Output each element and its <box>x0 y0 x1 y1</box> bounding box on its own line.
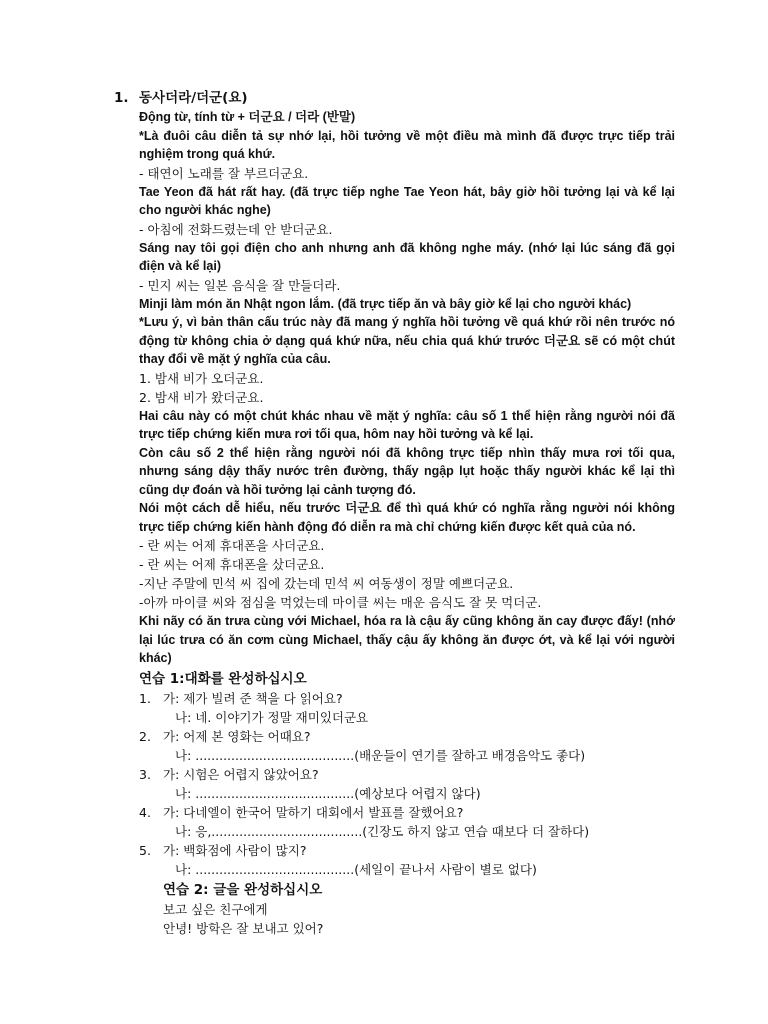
example-translation: Tae Yeon đã hát rất hay. (đã trực tiếp nghe Tae Yeon hát, bây giờ hồi tưởng lại và kể lại cho người khác nghe) <box>139 184 675 217</box>
example-korean: - 태연이 노래를 잘 부르더군요. <box>139 165 309 181</box>
exercise-answer: 나: ........................................(세일이 끝나서 사람이 별로 없다) <box>175 861 537 877</box>
exercise-item <box>139 689 675 727</box>
exercise-item <box>139 841 675 879</box>
example-korean: - 아침에 전화드렸는데 안 받더군요. <box>139 221 333 237</box>
exercise-answer: 나: 네. 이야기가 정말 재미있더군요 <box>175 709 369 725</box>
explanation-paragraph: Hai câu này có một chút khác nhau về mặt ý nghĩa: câu số 1 thể hiện rằng người nói đã trực tiếp chứng kiến mưa rơi tối qua, hôm nay hồi tưởng và kể lại. <box>139 408 675 441</box>
exercise-question: 가: 시험은 어렵지 않았어요? <box>163 766 319 782</box>
exercise-item-number: 5. <box>139 842 151 858</box>
letter-greeting: 보고 싶은 친구에게 <box>163 901 268 917</box>
exercise-item-number: 2. <box>139 728 151 744</box>
example-korean: -지난 주말에 민석 씨 집에 갔는데 민석 씨 여동생이 정말 예쁘더군요. <box>139 576 514 591</box>
exercise-item-number: 3. <box>139 766 151 782</box>
exercise-answer: 나: ........................................(배운들이 연기를 잘하고 배경음악도 좋다) <box>175 747 586 763</box>
exercise-1-list <box>139 689 675 879</box>
letter-line: 안녕! 방학은 잘 보내고 있어? <box>163 920 324 936</box>
usage-note: *Là đuôi câu diễn tả sự nhớ lại, hồi tưởng về một điều mà mình đã được trực tiếp trải nghiệm trong quá khứ. <box>139 128 675 161</box>
explanation-paragraph: Còn câu số 2 thể hiện rằng người nói đã không trực tiếp nhìn thấy mưa rơi tối qua, nhưng sáng dậy thấy nước trên đường, thấy ngập lụt hoặc thấy người khác kể lại thì cũng dự đoán và hồi tưởng lại cảnh tượng đó. <box>139 445 675 497</box>
exercise-item-number: 1. <box>139 690 151 706</box>
example-korean: - 민지 씨는 일본 음식을 잘 만들더라. <box>139 277 341 293</box>
exercise-answer: 나: ........................................(예상보다 어렵지 않다) <box>175 785 481 801</box>
example-korean: 1. 밤새 비가 오더군요. <box>139 370 264 386</box>
exercise-question: 가: 백화점에 사람이 많지? <box>163 842 307 858</box>
explanation-paragraph: Nói một cách dễ hiểu, nếu trước 더군요 để thì quá khứ có nghĩa rằng người nói không trực tiếp chứng kiến hành động đó diễn ra mà chỉ chứng kiến được kết quả của nó. <box>139 501 675 534</box>
exercise-item <box>139 727 675 765</box>
grammar-pattern: Động từ, tính từ + 더군요 / 더라 (반말) <box>139 110 356 124</box>
section-title: 동사더라/더군(요) <box>139 90 248 106</box>
exercise-item <box>139 765 675 803</box>
example-korean: - 란 씨는 어제 휴대폰을 사더군요. <box>139 538 325 553</box>
exercise-item-number: 4. <box>139 804 151 820</box>
exercise-item <box>139 803 675 841</box>
example-translation: Minji làm món ăn Nhật ngon lắm. (đã trực tiếp ăn và bây giờ kể lại cho người khác) <box>139 296 632 311</box>
example-korean: 2. 밤새 비가 왔더군요. <box>139 389 264 405</box>
document-content <box>114 88 675 938</box>
section-number: 1. <box>114 90 129 106</box>
section-heading <box>114 88 675 108</box>
example-korean: -아까 마이클 씨와 점심을 먹었는데 마이클 씨는 매운 음식도 잘 못 먹더군. <box>139 595 542 610</box>
example-translation: Sáng nay tôi gọi điện cho anh nhưng anh đã không nghe máy. (nhớ lại lúc sáng đã gọi điện và kể lại) <box>139 240 675 273</box>
usage-note: *Lưu ý, vì bản thân cấu trúc này đã mang ý nghĩa hồi tưởng về quá khứ rồi nên trước nó động từ không chia ở dạng quá khứ nữa, nếu chia quá khứ trước 더군요 sẽ có một chút thay đổi về mặt ý nghĩa của câu. <box>139 315 675 366</box>
exercise-2-title: 연습 2: 글을 완성하십시오 <box>163 881 323 898</box>
exercise-1-title: 연습 1:대화를 완성하십시오 <box>139 670 307 687</box>
exercise-answer: 나: 응,......................................(긴장도 하지 않고 연습 때보다 더 잘하다) <box>175 823 590 839</box>
exercise-question: 가: 어제 본 영화는 어때요? <box>163 728 311 744</box>
exercise-question: 가: 다네엘이 한국어 말하기 대회에서 발표를 잘했어요? <box>163 804 464 820</box>
exercise-question: 가: 제가 빌려 준 책을 다 읽어요? <box>163 690 343 706</box>
example-translation: Khi nãy có ăn trưa cùng với Michael, hóa ra là cậu ấy cũng không ăn cay được đấy! (nhớ lại lúc trưa có ăn cơm cùng Michael, thấy cậu ấy không ăn được ớt, và kể lại với người khác) <box>139 614 675 665</box>
example-korean: - 란 씨는 어제 휴대폰을 샀더군요. <box>139 557 325 572</box>
